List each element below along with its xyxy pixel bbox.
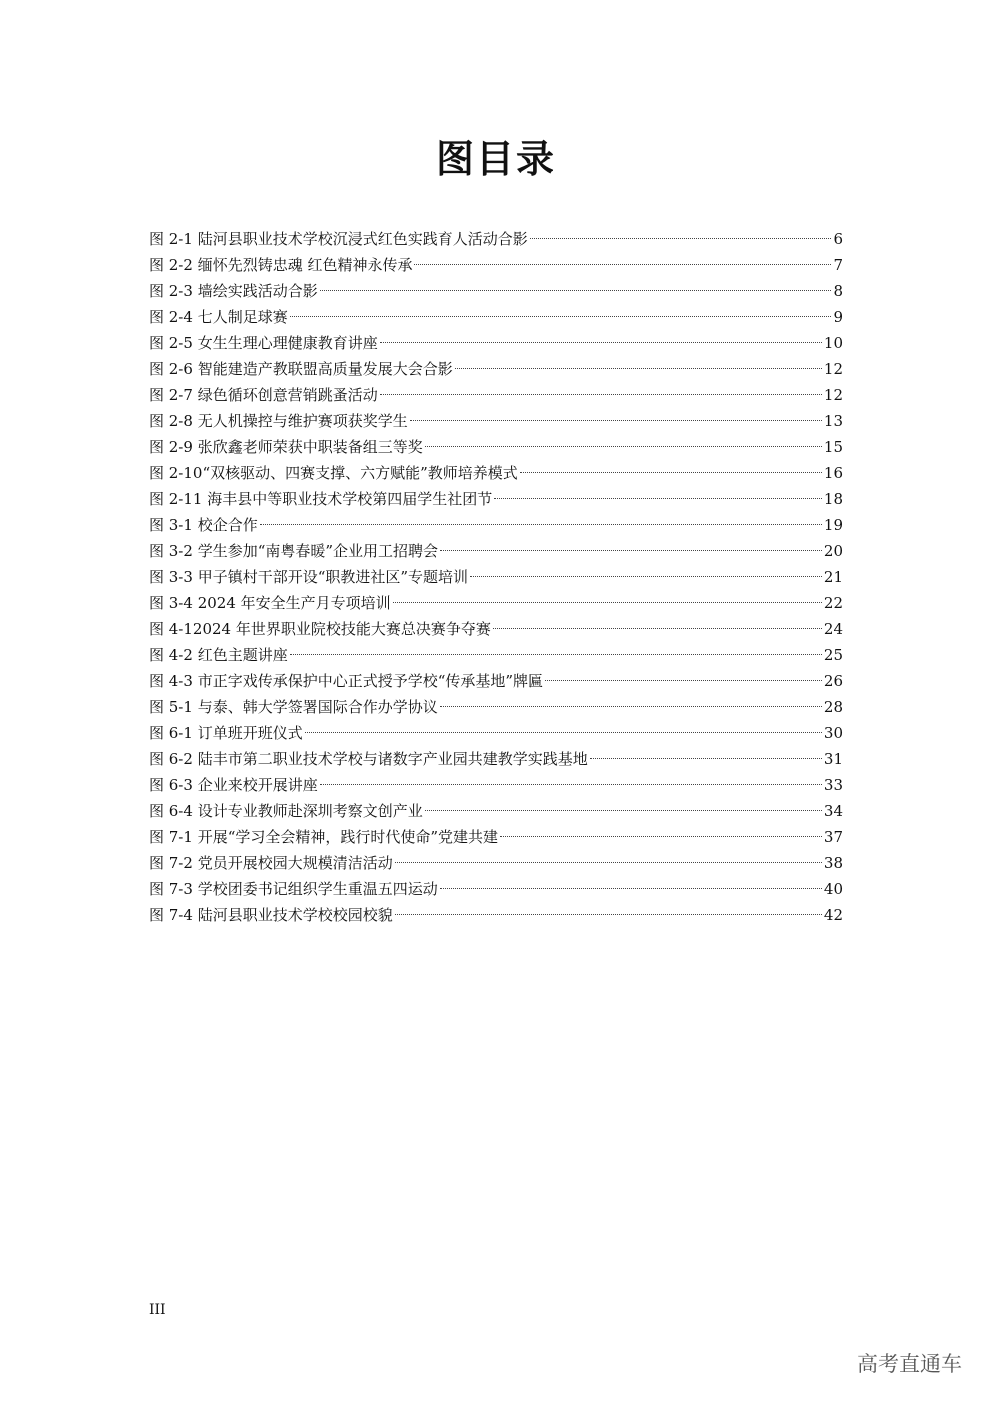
dot-leader — [455, 368, 822, 369]
toc-entry-page: 42 — [823, 906, 843, 924]
toc-entry[interactable] — [149, 278, 843, 304]
dot-leader — [440, 706, 822, 707]
toc-entry[interactable] — [149, 538, 843, 564]
toc-entry[interactable] — [149, 252, 843, 278]
dot-leader — [395, 914, 822, 915]
dot-leader — [494, 498, 822, 499]
toc-entry-page: 37 — [823, 828, 843, 846]
toc-entry-page: 13 — [823, 412, 843, 430]
toc-entry-page: 21 — [823, 568, 843, 586]
toc-entry[interactable] — [149, 434, 843, 460]
watermark: 高考直通车 — [857, 1352, 962, 1376]
dot-leader — [530, 238, 832, 239]
page-number: III — [149, 1302, 166, 1318]
toc-entry-page: 6 — [833, 230, 843, 248]
toc-entry-page: 31 — [823, 750, 843, 768]
toc-entry-label: 图 2-10“双核驱动、四赛支撑、六方赋能”教师培养模式 — [149, 464, 518, 482]
toc-entry-page: 7 — [833, 256, 843, 274]
toc-entry-label: 图 2-4 七人制足球赛 — [149, 308, 288, 326]
toc-entry-label: 图 5-1 与泰、韩大学签署国际合作办学协议 — [149, 698, 438, 716]
toc-entry[interactable] — [149, 876, 843, 902]
toc-entry-label: 图 7-3 学校团委书记组织学生重温五四运动 — [149, 880, 438, 898]
dot-leader — [545, 680, 822, 681]
toc-entry[interactable] — [149, 824, 843, 850]
toc-entry[interactable] — [149, 642, 843, 668]
toc-entry-label: 图 3-3 甲子镇村干部开设“职教进社区”专题培训 — [149, 568, 469, 586]
toc-entry[interactable] — [149, 850, 843, 876]
toc-entry-page: 15 — [823, 438, 843, 456]
toc-entry[interactable] — [149, 486, 843, 512]
dot-leader — [500, 836, 822, 837]
figure-list — [149, 226, 843, 928]
dot-leader — [590, 758, 822, 759]
toc-entry[interactable] — [149, 694, 843, 720]
dot-leader — [320, 784, 822, 785]
toc-entry-label: 图 7-2 党员开展校园大规模清洁活动 — [149, 854, 393, 872]
toc-entry[interactable] — [149, 356, 843, 382]
toc-entry[interactable] — [149, 746, 843, 772]
toc-entry-page: 8 — [833, 282, 843, 300]
dot-leader — [290, 654, 822, 655]
dot-leader — [380, 342, 822, 343]
dot-leader — [425, 446, 822, 447]
toc-entry-page: 12 — [823, 360, 843, 378]
toc-entry[interactable] — [149, 564, 843, 590]
toc-entry[interactable] — [149, 668, 843, 694]
toc-entry-page: 12 — [823, 386, 843, 404]
toc-entry-label: 图 2-1 陆河县职业技术学校沉浸式红色实践育人活动合影 — [149, 230, 528, 248]
toc-entry-label: 图 6-1 订单班开班仪式 — [149, 724, 303, 742]
toc-entry-page: 10 — [823, 334, 843, 352]
toc-entry-label: 图 6-3 企业来校开展讲座 — [149, 776, 318, 794]
dot-leader — [260, 524, 822, 525]
toc-entry-label: 图 2-2 缅怀先烈铸忠魂 红色精神永传承 — [149, 256, 413, 274]
toc-entry-page: 34 — [823, 802, 843, 820]
toc-entry[interactable] — [149, 408, 843, 434]
toc-entry-label: 图 4-12024 年世界职业院校技能大赛总决赛争夺赛 — [149, 620, 491, 638]
toc-entry-label: 图 3-2 学生参加“南粤春暖”企业用工招聘会 — [149, 542, 439, 560]
dot-leader — [395, 862, 822, 863]
toc-entry-label: 图 6-4 设计专业教师赴深圳考察文创产业 — [149, 802, 423, 820]
toc-entry-page: 25 — [823, 646, 843, 664]
dot-leader — [380, 394, 822, 395]
dot-leader — [493, 628, 822, 629]
dot-leader — [410, 420, 822, 421]
toc-entry-page: 16 — [823, 464, 843, 482]
toc-entry-label: 图 2-11 海丰县中等职业技术学校第四届学生社团节 — [149, 490, 493, 508]
toc-entry[interactable] — [149, 902, 843, 928]
toc-entry[interactable] — [149, 616, 843, 642]
dot-leader — [414, 264, 831, 265]
toc-entry-label: 图 4-3 市正字戏传承保护中心正式授予学校“传承基地”牌匾 — [149, 672, 544, 690]
toc-entry-label: 图 7-4 陆河县职业技术学校校园校貌 — [149, 906, 393, 924]
dot-leader — [470, 576, 822, 577]
toc-entry-page: 24 — [823, 620, 843, 638]
toc-entry-page: 22 — [823, 594, 843, 612]
toc-entry[interactable] — [149, 226, 843, 252]
toc-entry[interactable] — [149, 382, 843, 408]
toc-entry-label: 图 4-2 红色主题讲座 — [149, 646, 288, 664]
toc-entry[interactable] — [149, 330, 843, 356]
toc-entry-page: 26 — [823, 672, 843, 690]
dot-leader — [305, 732, 822, 733]
dot-leader — [440, 888, 822, 889]
dot-leader — [520, 472, 822, 473]
dot-leader — [425, 810, 822, 811]
toc-entry-page: 30 — [823, 724, 843, 742]
toc-entry-page: 33 — [823, 776, 843, 794]
toc-entry-label: 图 2-9 张欣鑫老师荣获中职装备组三等奖 — [149, 438, 423, 456]
toc-entry-label: 图 2-7 绿色循环创意营销跳蚤活动 — [149, 386, 378, 404]
toc-entry-page: 40 — [823, 880, 843, 898]
toc-entry[interactable] — [149, 720, 843, 746]
toc-entry-page: 19 — [823, 516, 843, 534]
toc-entry-page: 28 — [823, 698, 843, 716]
toc-entry-label: 图 7-1 开展“学习全会精神，践行时代使命”党建共建 — [149, 828, 499, 846]
toc-entry-page: 38 — [823, 854, 843, 872]
dot-leader — [320, 290, 832, 291]
toc-entry-label: 图 2-8 无人机操控与维护赛项获奖学生 — [149, 412, 408, 430]
page-title: 图目录 — [435, 137, 556, 181]
toc-entry[interactable] — [149, 590, 843, 616]
toc-entry-label: 图 2-3 墙绘实践活动合影 — [149, 282, 318, 300]
toc-entry-page: 20 — [823, 542, 843, 560]
toc-entry-label: 图 3-1 校企合作 — [149, 516, 258, 534]
dot-leader — [393, 602, 822, 603]
toc-entry[interactable] — [149, 798, 843, 824]
toc-entry[interactable] — [149, 512, 843, 538]
toc-entry-label: 图 3-4 2024 年安全生产月专项培训 — [149, 594, 391, 612]
toc-entry[interactable] — [149, 304, 843, 330]
toc-entry[interactable] — [149, 772, 843, 798]
toc-entry-label: 图 6-2 陆丰市第二职业技术学校与诸数字产业园共建教学实践基地 — [149, 750, 588, 768]
dot-leader — [440, 550, 822, 551]
toc-entry-label: 图 2-6 智能建造产教联盟高质量发展大会合影 — [149, 360, 453, 378]
toc-entry-page: 9 — [833, 308, 843, 326]
toc-entry[interactable] — [149, 460, 843, 486]
toc-entry-page: 18 — [823, 490, 843, 508]
dot-leader — [290, 316, 832, 317]
toc-entry-label: 图 2-5 女生生理心理健康教育讲座 — [149, 334, 378, 352]
